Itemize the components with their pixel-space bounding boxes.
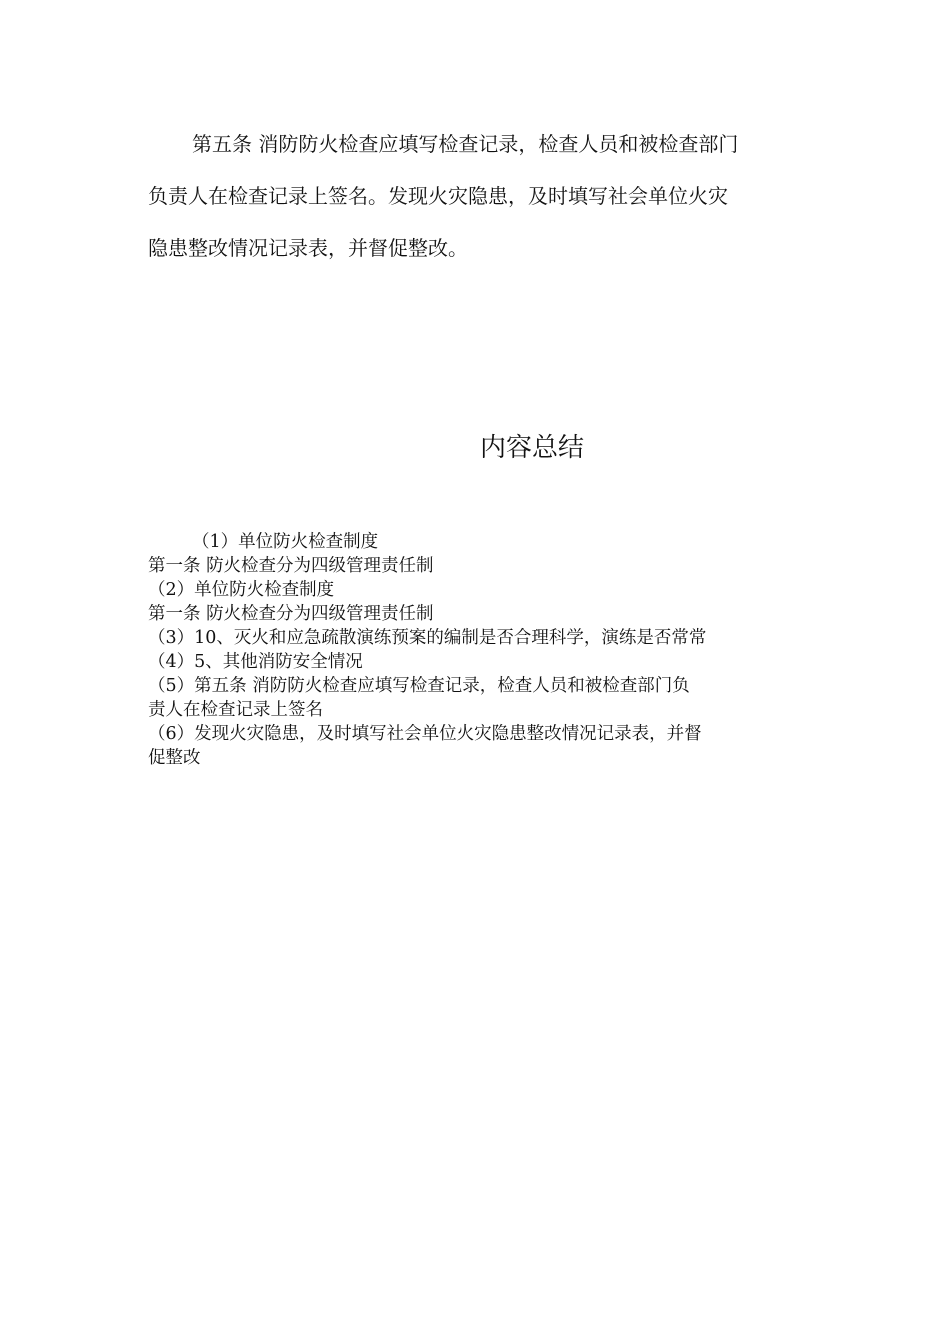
- summary-line: （5）第五条 消防防火检查应填写检查记录，检查人员和被检查部门负: [148, 676, 690, 696]
- summary-list: [148, 530, 808, 770]
- summary-line: 第一条 防火检查分为四级管理责任制: [148, 556, 434, 576]
- summary-line: （6）发现火灾隐患，及时填写社会单位火灾隐患整改情况记录表，并督: [148, 724, 702, 744]
- intro-line: 第五条 消防防火检查应填写检查记录，检查人员和被检查部门: [192, 132, 739, 156]
- intro-paragraph: [148, 118, 808, 274]
- summary-line: （3）10、灭火和应急疏散演练预案的编制是否合理科学，演练是否常常: [148, 628, 707, 648]
- summary-line: （2）单位防火检查制度: [148, 580, 335, 600]
- summary-line: 促整改: [148, 748, 201, 768]
- summary-line: （1）单位防火检查制度: [192, 532, 379, 552]
- summary-title: 内容总结: [479, 433, 584, 463]
- summary-line: 第一条 防火检查分为四级管理责任制: [148, 604, 434, 624]
- intro-line: 隐患整改情况记录表，并督促整改。: [148, 236, 468, 260]
- summary-line: 责人在检查记录上签名: [148, 700, 323, 720]
- summary-line: （4）5、其他消防安全情况: [148, 652, 363, 672]
- intro-line: 负责人在检查记录上签名。发现火灾隐患，及时填写社会单位火灾: [148, 184, 728, 208]
